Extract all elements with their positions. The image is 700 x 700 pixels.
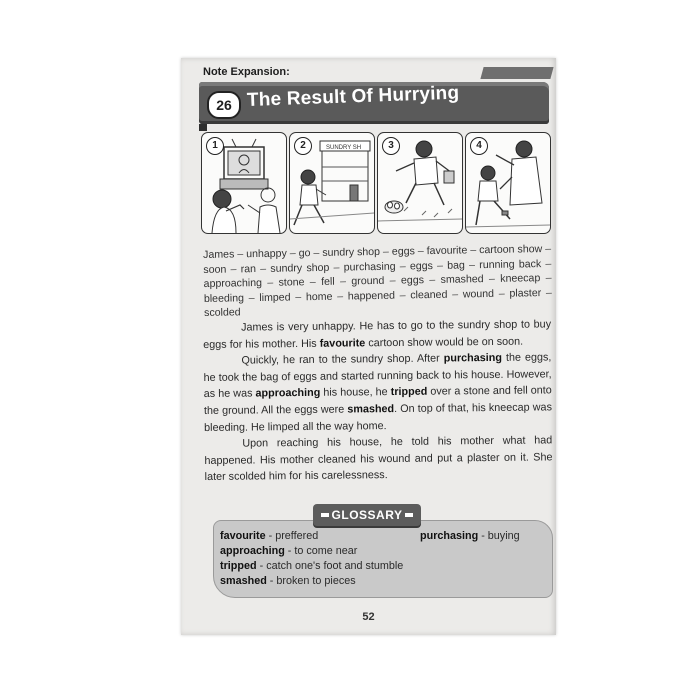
glossary-meaning: - catch one's foot and stumble	[256, 560, 404, 572]
glossary-entry	[420, 529, 520, 543]
text-run: the eggs, he took the bag of eggs and started running back to his house. However, as he was	[203, 351, 552, 401]
glossary-word: approaching	[220, 545, 285, 557]
picture-panel-2	[289, 132, 375, 234]
glossary-entry	[220, 529, 318, 543]
glossary-meaning: - broken to pieces	[266, 575, 356, 587]
picture-series	[201, 132, 549, 234]
bold-word: purchasing	[443, 352, 503, 365]
picture-panel-3	[377, 132, 463, 234]
corner-tag	[480, 67, 553, 79]
panel-number: 3	[382, 137, 400, 155]
text-run: over a stone and fell onto the ground. All the eggs were	[203, 384, 552, 417]
keyword-notes: James – unhappy – go – sundry shop – eggs – favourite – cartoon show – soon – ran – sundry shop – purchasing – eggs – bag – running back – approaching – stone – fell – ground – eggs – smashed – kneecap – bleeding – limped – home – happened – cleaned – wound – plaster – scolded	[203, 242, 552, 320]
story-text	[203, 316, 553, 486]
section-label: Note Expansion:	[203, 66, 290, 78]
panel-number: 4	[470, 137, 488, 155]
bold-word: smashed	[347, 402, 395, 416]
story-paragraph-3: Upon reaching his house, he told his mother what had happened. His mother cleaned his wound and put a plaster on it. She later scolded him for his carelessness.	[204, 434, 553, 484]
story-paragraph-1	[203, 316, 551, 353]
banner-fold	[199, 124, 207, 131]
text-run: his house, he	[320, 386, 391, 400]
glossary-entry	[220, 559, 403, 573]
glossary-box	[213, 520, 553, 598]
glossary-word: favourite	[220, 530, 266, 542]
panel-number: 2	[294, 137, 312, 155]
text-run: Quickly, he ran to the sundry shop. After	[241, 352, 444, 367]
page-title: The Result Of Hurrying	[246, 82, 460, 111]
book-page	[181, 58, 556, 635]
text-run: cartoon show would be on soon.	[365, 335, 524, 349]
glossary-word: smashed	[220, 575, 267, 587]
glossary-title: GLOSSARY	[313, 504, 421, 526]
glossary-meaning: - preffered	[265, 530, 319, 542]
glossary-meaning: - to come near	[284, 545, 358, 557]
shop-sign: SUNDRY SH	[326, 145, 362, 151]
picture-panel-1	[201, 132, 287, 234]
page-number: 52	[362, 611, 375, 623]
text-run: . On top of that, his kneecap was bleeding. He limped all the way home.	[204, 401, 552, 434]
story-paragraph-2	[203, 350, 552, 437]
glossary-entry	[220, 544, 357, 558]
bold-word: tripped	[390, 386, 428, 399]
glossary-word: tripped	[220, 560, 257, 572]
glossary-word: purchasing	[420, 530, 479, 542]
title-banner	[199, 82, 549, 124]
bold-word: favourite	[319, 336, 366, 350]
bold-word: approaching	[255, 387, 321, 400]
picture-panel-4	[465, 132, 551, 234]
glossary-entry	[220, 574, 356, 588]
panel-number: 1	[206, 137, 224, 155]
text-run: James is very unhappy. He has to go to the sundry shop to buy eggs for his mother. His	[203, 318, 552, 351]
glossary-meaning: - buying	[478, 530, 520, 542]
lesson-number: 26	[207, 91, 241, 119]
